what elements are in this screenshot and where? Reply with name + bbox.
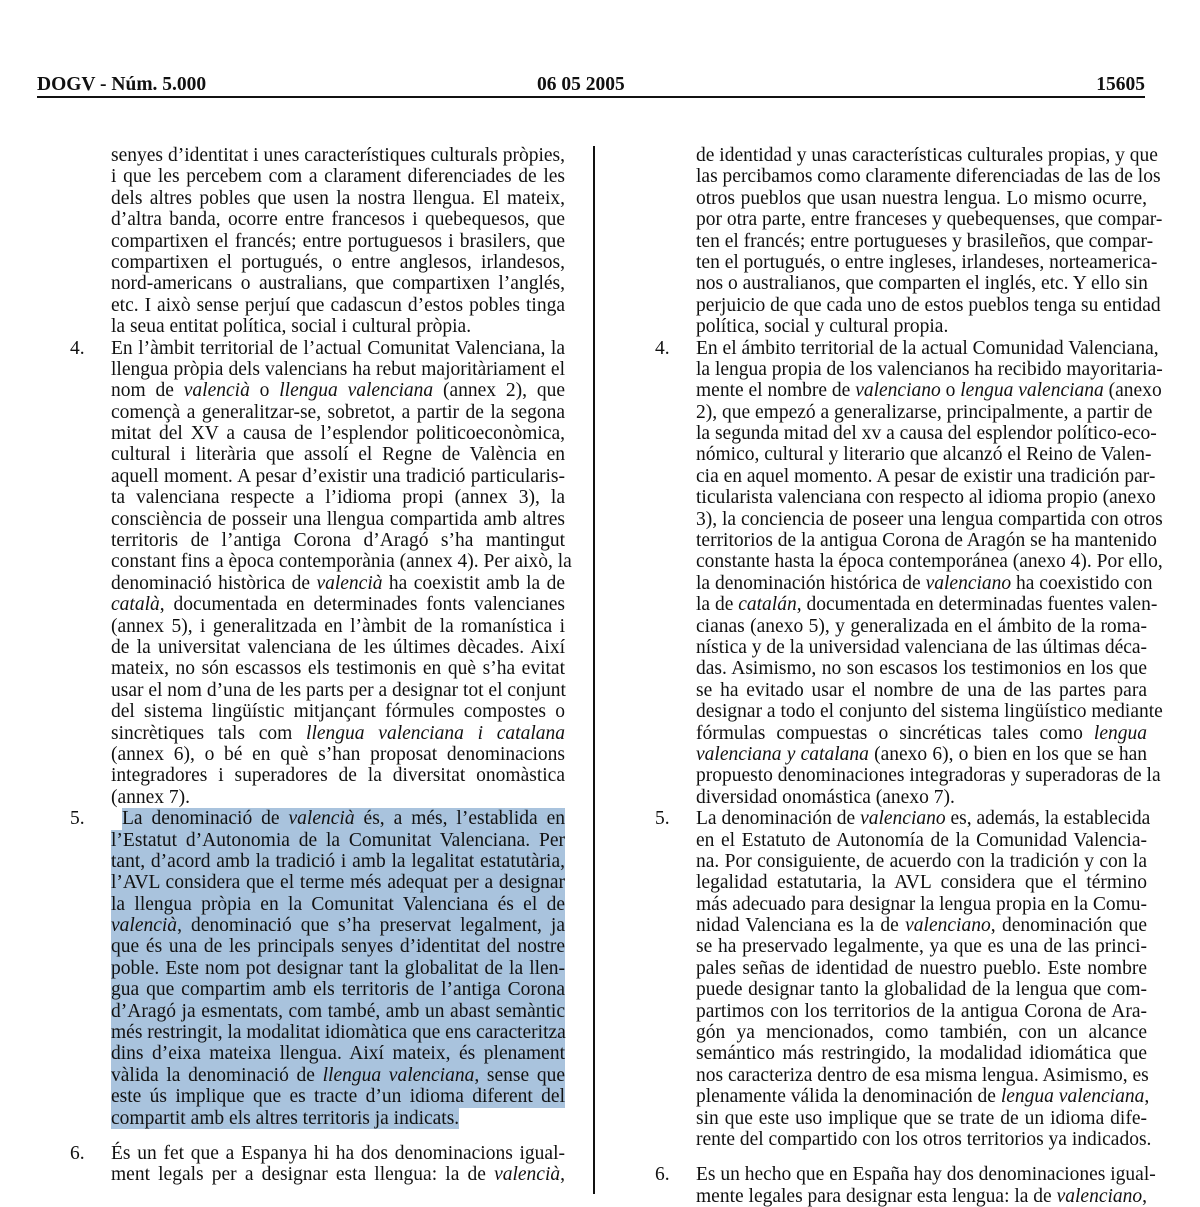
text-line	[655, 765, 1161, 787]
highlighted-text: dins d’eixa mateixa llengua. Així mateix, és plenament	[111, 1043, 565, 1065]
line-text: ment legals per a designar esta llengua: la de valencià,	[111, 1164, 565, 1186]
line-text: se ha preservado legalmente, ya que es una de las princi-	[696, 936, 1147, 958]
line-text: das. Asimismo, no son escasos los testimonios en los que	[696, 658, 1147, 680]
spanish-column	[655, 145, 1163, 1207]
valencian-column	[70, 145, 572, 1186]
text-line	[655, 979, 1147, 1000]
line-text: mateix, no són escassos els testimonis en què s’ha evitat	[111, 658, 565, 680]
paragraph-number: 5.	[70, 808, 85, 830]
paragraph-5	[655, 808, 1152, 1150]
highlighted-text: tant, d’acord amb la tradició i amb la legalitat estatutària,	[111, 850, 565, 872]
text-line	[70, 915, 565, 936]
line-text: (annex 5), i generalitzada en l’àmbit de la romanística i	[111, 615, 565, 637]
paragraph-4	[70, 337, 572, 809]
text-line	[655, 830, 1147, 851]
line-text: del sistema lingüístic mitjançant fórmules compostes o	[111, 701, 565, 723]
text-line	[655, 337, 1159, 359]
text-line: etc. I això sense perjuí que cadascun d’estos pobles tinga	[111, 294, 565, 316]
text-line	[70, 594, 565, 615]
line-text: territoris de l’antiga Corona d’Aragó s’ha mantingut	[111, 530, 565, 552]
text-line	[70, 701, 565, 722]
line-text: de la universitat valenciana de les últimes dècades. Així	[111, 636, 565, 658]
line-text: cultural i literària que assolí el Regne de València en	[111, 444, 565, 466]
line-text: designar a todo el conjunto del sistema lingüístico mediante	[696, 701, 1163, 723]
highlighted-text: d’Aragó ja esmentats, com també, amb un abast semàntic	[111, 1000, 565, 1022]
paragraph-number: 5.	[655, 808, 670, 830]
line-text: en el Estatuto de Autonomía de la Comunidad Valencia-	[696, 829, 1147, 851]
text-line	[70, 1001, 565, 1022]
line-text: nómico, cultural y literario que alcanzó el Reino de Valen-	[696, 444, 1152, 466]
text-line: compartixen el portugués, o entre anglesos, irlandesos,	[111, 251, 565, 273]
text-line: otros pueblos que usan nuestra lengua. Lo mismo ocurre,	[696, 187, 1147, 209]
text-line	[655, 851, 1147, 872]
line-text: denominació històrica de valencià ha coexistit amb la de	[111, 572, 565, 594]
line-text: mitat del XV a causa de l’esplendor politicoeconòmica,	[111, 423, 565, 445]
text-line	[655, 594, 1158, 616]
text-line	[70, 894, 565, 915]
highlighted-text: l’Estatut d’Autonomia de la Comunitat Valenciana. Per	[111, 829, 565, 851]
text-line	[70, 830, 565, 851]
text-line: de identidad y unas características culturales propias, y que	[696, 145, 1158, 166]
text-line	[70, 1065, 565, 1086]
line-text: partimos con los territorios de la antigua Corona de Ara-	[696, 1000, 1147, 1022]
paragraph-4	[655, 337, 1163, 809]
text-line: senyes d’identitat i unes característiques culturals pròpies,	[111, 145, 565, 166]
text-line	[70, 338, 565, 359]
line-text: diversidad onomástica (anexo 7).	[696, 786, 955, 808]
line-text: 3), la conciencia de poseer una lengua compartida con otros	[696, 508, 1163, 530]
text-line: dels altres pobles que usen la nostra llengua. El mateix,	[111, 187, 565, 209]
highlighted-text: poble. Este nom pot designar tant la globalitat de la llen-	[111, 957, 565, 979]
text-line	[655, 1001, 1147, 1022]
text-line	[655, 380, 1162, 402]
text-line	[655, 1164, 1156, 1186]
text-line	[70, 466, 565, 487]
line-text: (annex 7).	[111, 786, 191, 808]
line-text: la lengua propia de los valencianos ha recibido mayoritaria-	[696, 358, 1163, 380]
text-line	[70, 979, 565, 1000]
text-line	[70, 1043, 565, 1064]
line-text: rente del compartido con los otros territorios ya indicados.	[696, 1128, 1152, 1150]
line-text: consciència de posseir una llengua compartida amb altres	[111, 508, 565, 530]
text-line	[655, 401, 1153, 423]
text-line	[655, 958, 1147, 979]
text-line	[70, 808, 565, 829]
line-text: 2), que empezó a generalizarse, principalmente, a partir de	[696, 401, 1153, 423]
line-text: nos caracteriza dentro de esa misma lengua. Asimismo, es	[696, 1064, 1149, 1086]
line-text: sin que este uso implique que se trate de un idioma dife-	[696, 1107, 1147, 1129]
text-line	[655, 572, 1153, 594]
text-line	[655, 872, 1147, 893]
highlighted-text: este ús implique que es tracte d’un idioma diferent del	[111, 1086, 565, 1108]
text-line	[655, 637, 1147, 658]
text-line	[70, 958, 565, 979]
text-line	[70, 551, 572, 573]
text-line	[655, 487, 1156, 509]
highlighted-text: La denominació de valencià és, a més, l’establida en	[122, 808, 565, 830]
paragraph-number: 4.	[655, 337, 670, 359]
line-text: pales señas de identidad de nuestro pueblo. Este nombre	[696, 957, 1147, 979]
line-text: En el ámbito territorial de la actual Comunidad Valenciana,	[696, 337, 1159, 359]
line-text: És un fet que a Espanya hi ha dos denominacions igual-	[111, 1142, 565, 1164]
line-text: se ha evitado usar el nombre de una de las partes para	[696, 679, 1147, 701]
line-text: la denominación histórica de valenciano ha coexistido con	[696, 572, 1153, 594]
paragraph-number: 4.	[70, 337, 85, 359]
text-line	[655, 808, 1151, 830]
text-line	[655, 616, 1147, 637]
text-line	[655, 1128, 1152, 1150]
line-text: sincrètiques tals com llengua valenciana i catalana	[111, 722, 565, 744]
text-line	[70, 680, 565, 701]
line-text: gón ya mencionados, como también, con un alcance	[696, 1022, 1147, 1044]
text-line	[655, 1086, 1150, 1108]
line-text: valenciana y catalana (anexo 6), o bien en los que se han	[696, 743, 1147, 765]
text-line	[655, 465, 1156, 487]
text-line	[655, 530, 1157, 552]
text-line	[655, 915, 1147, 936]
text-line	[70, 872, 565, 893]
text-line	[70, 637, 565, 658]
line-text: (annex 6), o bé en què s’han proposat denominacions	[111, 743, 565, 765]
text-line	[70, 380, 565, 401]
text-line	[70, 573, 565, 594]
text-line	[655, 744, 1147, 765]
text-line: las percibamos como claramente diferenciadas de las de los	[696, 166, 1161, 188]
highlighted-text: més restringit, la modalitat idiomàtica que ens caracteritza	[111, 1022, 566, 1044]
text-line	[70, 423, 565, 444]
text-line	[70, 359, 565, 380]
line-text: na. Por consiguiente, de acuerdo con la tradición y con la	[696, 850, 1147, 872]
line-text: usar el nom d’una de les parts per a designar tot el conjunt	[111, 679, 566, 701]
text-line	[655, 444, 1152, 466]
text-line	[655, 894, 1147, 915]
text-line	[655, 1022, 1147, 1043]
highlighted-text: la llengua pròpia en la Comunitat Valenciana és el de	[111, 893, 565, 915]
paragraph-gap	[70, 1129, 565, 1143]
text-line	[655, 701, 1163, 723]
journal-issue: DOGV - Núm. 5.000	[37, 74, 207, 95]
highlighted-text: que és una de les principals senyes d’identitat del nostre	[111, 936, 565, 958]
line-text: aquell moment. A pesar d’existir una tradició particularis-	[111, 465, 565, 487]
text-line	[655, 1043, 1147, 1064]
text-line	[70, 851, 565, 872]
text-line	[70, 936, 565, 957]
line-text: cianas (anexo 5), y generalizada en el ámbito de la roma-	[696, 615, 1147, 637]
page-number: 15605	[1096, 74, 1145, 95]
text-line: i que les percebem com a clarament diferenciades de les	[111, 166, 565, 188]
text-line	[70, 487, 565, 508]
text-line	[70, 402, 565, 423]
text-line	[655, 423, 1157, 445]
highlighted-text: gua que compartim amb els territoris de l’antiga Corona	[111, 979, 565, 1001]
line-text: más adecuado para designar la lengua propia en la Comu-	[696, 893, 1148, 915]
line-text: ticularista valenciana con respecto al idioma propio (anexo	[696, 487, 1156, 509]
text-line	[70, 509, 565, 530]
line-text: legalidad estatutaria, la AVL considera que el término	[696, 872, 1147, 894]
line-text: català, documentada en determinades fonts valencianes	[111, 594, 565, 616]
line-text: llengua pròpia dels valencians ha rebut majoritàriament el	[111, 358, 565, 380]
line-text: constante hasta la época contemporánea (anexo 4). Por ello,	[696, 551, 1163, 573]
text-line	[655, 358, 1163, 380]
highlighted-text: compartit amb els altres territoris ja indicats.	[111, 1107, 460, 1129]
line-text: nidad Valenciana es la de valenciano, denominación que	[696, 915, 1147, 937]
text-line	[655, 658, 1147, 679]
line-text: mente legales para designar esta lengua: la de valenciano,	[696, 1185, 1148, 1207]
line-text: puede designar tanto la globalidad de la lengua que com-	[696, 979, 1147, 1001]
line-text: integradores i superadores de la diversitat onomàstica	[111, 765, 565, 787]
line-text: La denominación de valenciano es, además, la establecida	[696, 808, 1151, 830]
text-line: ten el francés; entre portugueses y brasileños, que compar-	[696, 230, 1154, 252]
text-line	[655, 551, 1163, 573]
highlighted-text: valencià, denominació que s’ha preservat legalment, ja	[111, 915, 565, 937]
page-header	[37, 74, 1145, 98]
paragraph-gap	[655, 1150, 1147, 1164]
text-line: compartixen el francés; entre portuguesos i brasilers, que	[111, 230, 565, 252]
text-line	[655, 1186, 1147, 1207]
highlighted-text: vàlida la denominació de llengua valenciana, sense que	[111, 1064, 565, 1086]
text-line: por otra parte, entre franceses y quebequenses, que compar-	[696, 209, 1163, 231]
line-text: ta valenciana respecte a l’idioma propi (annex 3), la	[111, 487, 565, 509]
paragraph-5	[70, 808, 565, 1129]
text-line: nos o australianos, que comparten el inglés, etc. Y ello sin	[696, 273, 1148, 295]
line-text: nom de valencià o llengua valenciana (annex 2), que	[111, 380, 566, 402]
paragraph-6	[655, 1164, 1156, 1207]
column-divider	[593, 146, 595, 1194]
text-line	[70, 616, 565, 637]
publication-date: 06 05 2005	[537, 74, 625, 95]
text-line	[655, 508, 1163, 530]
paragraph-6	[70, 1143, 565, 1186]
text-line: d’altra banda, ocorre entre francesos i quebequesos, que	[111, 209, 565, 231]
line-text: Es un hecho que en España hay dos denominaciones igual-	[696, 1164, 1156, 1186]
text-line	[655, 787, 1147, 808]
text-line	[70, 658, 565, 679]
text-line	[70, 1164, 565, 1185]
line-text: constant fins a època contemporània (annex 4). Per això, la	[111, 551, 572, 573]
text-line	[70, 765, 565, 786]
line-text: territorios de la antigua Corona de Aragón se ha mantenido	[696, 530, 1157, 552]
text-line: perjuicio de que cada uno de estos pueblos tenga su entidad	[696, 294, 1161, 316]
text-line	[655, 1065, 1147, 1086]
text-line	[70, 530, 565, 551]
text-line: política, social y cultural propia.	[696, 316, 949, 338]
text-line	[70, 723, 565, 744]
text-line	[70, 444, 565, 465]
line-text: propuesto denominaciones integradoras y superadoras de la	[696, 765, 1161, 787]
text-line	[655, 1108, 1147, 1129]
line-text: la segunda mitad del xv a causa del esplendor político-eco-	[696, 423, 1157, 445]
line-text: la de catalán, documentada en determinadas fuentes valen-	[696, 594, 1158, 616]
text-line: nord-americans o australians, que compartixen l’anglés,	[111, 273, 565, 295]
text-line: la seua entitat política, social i cultural pròpia.	[111, 316, 472, 338]
text-line	[655, 680, 1147, 701]
text-line	[655, 723, 1147, 744]
text-line: ten el portugués, o entre ingleses, irlandeses, norteamerica-	[696, 251, 1158, 273]
line-text: plenamente válida la denominación de lengua valenciana,	[696, 1086, 1150, 1108]
line-text: començà a generalitzar-se, sobretot, a partir de la segona	[111, 401, 565, 423]
line-text: mente el nombre de valenciano o lengua valenciana (anexo	[696, 380, 1162, 402]
text-line	[70, 1086, 565, 1107]
text-line	[70, 1022, 565, 1043]
paragraph-number: 6.	[70, 1142, 85, 1164]
text-line	[655, 936, 1147, 957]
line-text: cia en aquel momento. A pesar de existir una tradición par-	[696, 465, 1156, 487]
line-text: fórmulas compuestas o sincréticas tales como lengua	[696, 722, 1147, 744]
text-line	[70, 787, 565, 808]
text-line	[70, 1143, 565, 1164]
text-line	[70, 1108, 565, 1129]
paragraph-number: 6.	[655, 1164, 670, 1186]
line-text: semántico más restringido, la modalidad idiomática que	[696, 1043, 1147, 1065]
highlighted-text: l’AVL considera que el terme més adequat per a designar	[111, 872, 565, 894]
line-text: En l’àmbit territorial de l’actual Comunitat Valenciana, la	[111, 337, 565, 359]
text-line	[70, 744, 565, 765]
line-text: nística y de la universidad valenciana de las últimas déca-	[696, 636, 1148, 658]
